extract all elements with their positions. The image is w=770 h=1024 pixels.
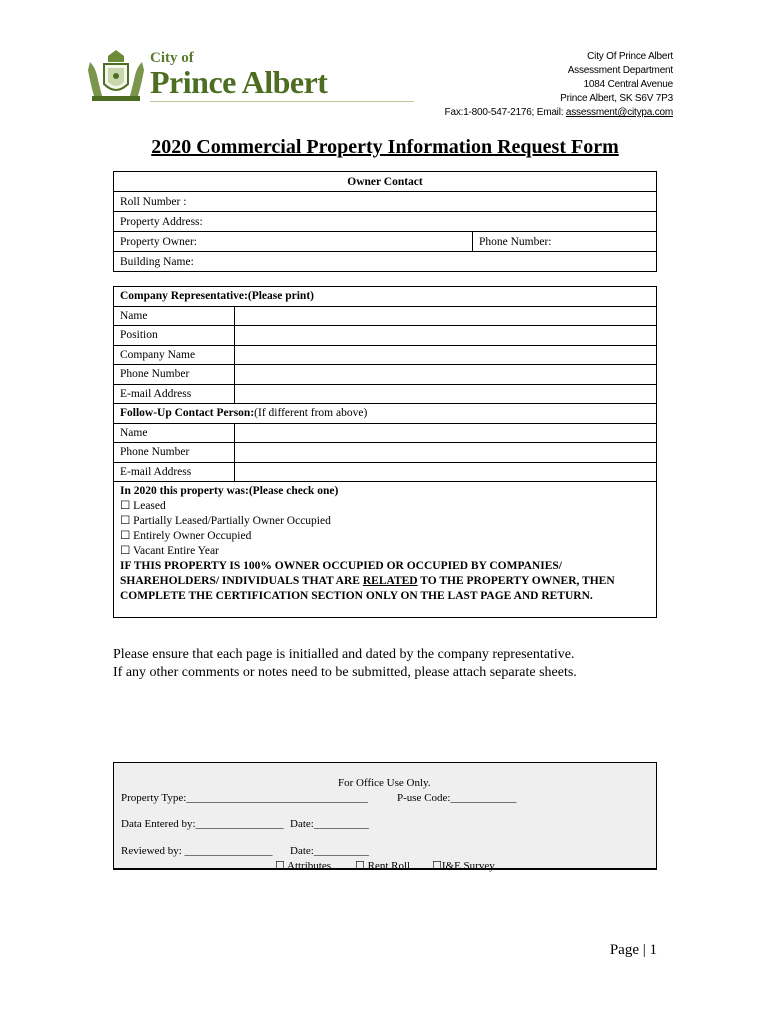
rent-roll-checkbox[interactable]: ☐ Rent Roll — [355, 860, 411, 872]
city-logo — [86, 48, 336, 104]
fax-label: Fax:1-800-547-2176; Email: — [444, 107, 566, 118]
rep-phone-input[interactable] — [235, 365, 657, 385]
office-use-heading: For Office Use Only. — [338, 777, 431, 789]
followup-name-label: Name — [114, 423, 235, 443]
rep-position-input[interactable] — [235, 326, 657, 346]
notice-related: RELATED — [362, 575, 418, 587]
address-line: Assessment Department — [567, 65, 673, 76]
occupancy-section — [114, 482, 657, 618]
instruction-line-1: Please ensure that each page is initialled and dated by the company representative. — [113, 647, 575, 662]
rep-name-input[interactable] — [235, 306, 657, 326]
instruction-line-2: If any other comments or notes need to be submitted, please attach separate sheets. — [113, 665, 577, 680]
city-crest-icon — [86, 48, 146, 104]
department-address — [445, 50, 673, 120]
address-line: City Of Prince Albert — [587, 51, 673, 62]
occupancy-notice — [120, 559, 650, 604]
rep-email-label: E-mail Address — [114, 384, 235, 404]
page-number: Page | 1 — [609, 942, 657, 958]
rep-email-input[interactable] — [235, 384, 657, 404]
occupancy-option-partial[interactable]: ☐ Partially Leased/Partially Owner Occupied — [120, 515, 331, 527]
followup-heading — [114, 404, 657, 424]
followup-email-input[interactable] — [235, 462, 657, 482]
property-type-field[interactable]: Property Type:_________________________________ — [121, 792, 368, 804]
property-owner-field[interactable]: Property Owner: — [114, 232, 473, 252]
occupancy-option-vacant[interactable]: ☐ Vacant Entire Year — [120, 545, 219, 557]
roll-number-field[interactable]: Roll Number : — [114, 192, 657, 212]
logo-rule — [150, 101, 414, 102]
notice-text: IF THIS PROPERTY IS 100% OWNER OCCUPIED OR OCCUPIED BY COMPANIES/ SHAREHOLDERS/ INDIVIDUALS THAT ARE — [120, 560, 562, 587]
followup-note: (If different from above) — [254, 407, 368, 420]
instructions — [113, 646, 577, 682]
address-line: 1084 Central Avenue — [583, 79, 673, 90]
rep-name-label: Name — [114, 306, 235, 326]
reviewed-by-field[interactable]: Reviewed by: ________________ — [121, 845, 273, 857]
form-title: 2020 Commercial Property Information Request Form — [151, 136, 619, 158]
occupancy-option-owner[interactable]: ☐ Entirely Owner Occupied — [120, 530, 252, 542]
rep-company-input[interactable] — [235, 345, 657, 365]
ie-survey-checkbox[interactable]: ☐I&E Survey — [432, 860, 495, 872]
logo-city-of: City of — [150, 50, 194, 66]
occupancy-heading: In 2020 this property was:(Please check one) — [120, 485, 339, 497]
phone-number-field[interactable]: Phone Number: — [473, 232, 657, 252]
followup-phone-label: Phone Number — [114, 443, 235, 463]
date-reviewed-field[interactable]: Date:__________ — [290, 845, 369, 857]
followup-name-input[interactable] — [235, 423, 657, 443]
rep-phone-label: Phone Number — [114, 365, 235, 385]
rep-company-label: Company Name — [114, 345, 235, 365]
owner-contact-table — [113, 171, 657, 272]
email-link[interactable]: assessment@citypa.com — [565, 107, 673, 118]
date-entered-field[interactable]: Date:__________ — [290, 818, 369, 830]
followup-phone-input[interactable] — [235, 443, 657, 463]
followup-email-label: E-mail Address — [114, 462, 235, 482]
address-line: Prince Albert, SK S6V 7P3 — [560, 93, 673, 104]
occupancy-option-leased[interactable]: ☐ Leased — [120, 500, 166, 512]
puse-code-field[interactable]: P-use Code:____________ — [397, 792, 517, 804]
rep-heading: Company Representative:(Please print) — [114, 287, 657, 307]
office-use-box — [113, 762, 657, 870]
owner-contact-heading: Owner Contact — [114, 172, 657, 192]
building-name-field[interactable]: Building Name: — [114, 252, 657, 272]
notice-text-2: TO THE PROPERTY OWNER, THEN COMPLETE THE CERTIFICATION SECTION ONLY ON THE LAST PAGE AND RETURN. — [120, 575, 615, 602]
fax-email-line — [445, 106, 673, 120]
followup-title: Follow-Up Contact Person: — [120, 407, 255, 420]
representative-table — [113, 286, 657, 618]
attributes-checkbox[interactable]: ☐ Attributes — [275, 860, 331, 872]
rep-position-label: Position — [114, 326, 235, 346]
data-entered-field[interactable]: Data Entered by:________________ — [121, 818, 284, 830]
logo-city-name: Prince Albert — [150, 64, 328, 100]
property-address-field[interactable]: Property Address: — [114, 212, 657, 232]
